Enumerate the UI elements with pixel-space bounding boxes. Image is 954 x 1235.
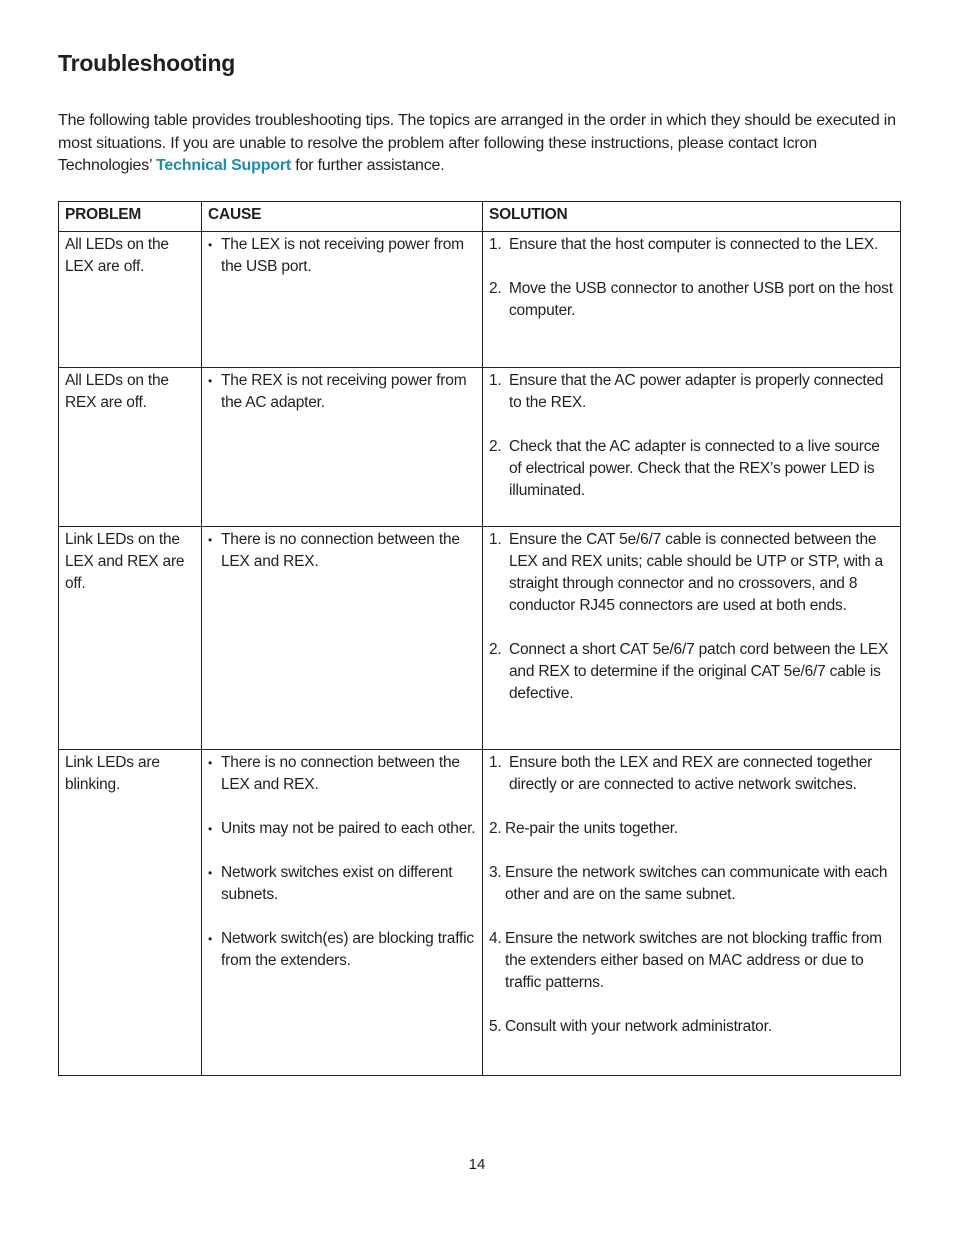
intro-text-after: for further assistance.: [291, 157, 445, 174]
problem-cell: All LEDs on the LEX are off.: [59, 232, 202, 368]
cause-item: • The REX is not receiving power from the AC adapter.: [208, 370, 476, 414]
solution-text: Ensure the CAT 5e/6/7 cable is connected between the LEX and REX units; cable should be UTP or STP, with a straight through connector and no crossovers, and 8 conductor RJ45 connectors are used at both ends.: [509, 531, 883, 614]
solution-item: [489, 639, 894, 705]
solution-text: Re-pair the units together.: [505, 820, 678, 837]
page-number: 14: [468, 1156, 486, 1173]
header-cause: CAUSE: [202, 202, 483, 232]
solution-item: [489, 278, 894, 322]
table-row: [59, 232, 901, 368]
table-row: [59, 750, 901, 1076]
solution-item: [489, 862, 894, 906]
cause-cell: [202, 527, 483, 750]
solution-number: 4.: [489, 930, 502, 947]
table-header-row: [59, 202, 901, 232]
solution-item: [489, 752, 894, 796]
solution-item: [489, 370, 894, 414]
page-title: Troubleshooting: [58, 50, 236, 76]
cause-item: • Network switches exist on different subnets.: [208, 862, 476, 906]
solution-item: [489, 818, 894, 840]
solution-cell: [483, 368, 901, 527]
solution-item: [489, 529, 894, 617]
table-row: [59, 527, 901, 750]
solution-text: Move the USB connector to another USB port on the host computer.: [509, 280, 893, 319]
solution-cell: [483, 750, 901, 1076]
solution-text: Check that the AC adapter is connected to a live source of electrical power. Check that the REX’s power LED is illuminated.: [509, 438, 880, 499]
problem-cell: All LEDs on the REX are off.: [59, 368, 202, 527]
solution-item: [489, 928, 894, 994]
solution-text: Ensure that the host computer is connected to the LEX.: [509, 236, 879, 253]
cause-item: • Network switch(es) are blocking traffic from the extenders.: [208, 928, 476, 972]
solution-text: Consult with your network administrator.: [505, 1018, 772, 1035]
troubleshooting-table: [58, 201, 901, 1076]
intro-paragraph: [58, 110, 904, 178]
solution-cell: [483, 527, 901, 750]
solution-number: 5.: [489, 1018, 502, 1035]
cause-item: • Units may not be paired to each other.: [208, 818, 476, 840]
solution-item: [489, 436, 894, 502]
solution-text: Ensure the network switches can communicate with each other and are on the same subnet.: [505, 864, 888, 903]
cause-cell: [202, 368, 483, 527]
solution-text: Ensure the network switches are not blocking traffic from the extenders either based on MAC address or due to traffic patterns.: [505, 930, 882, 991]
solution-item: [489, 234, 894, 256]
solution-number: 2.: [489, 438, 502, 455]
cause-item: • There is no connection between the LEX and REX.: [208, 752, 476, 796]
technical-support-link[interactable]: Technical Support: [156, 157, 291, 174]
cause-cell: [202, 232, 483, 368]
solution-number: 1.: [489, 236, 502, 253]
solution-number: 1.: [489, 372, 502, 389]
solution-text: Ensure both the LEX and REX are connected together directly or are connected to active network switches.: [509, 754, 873, 793]
solution-text: Connect a short CAT 5e/6/7 patch cord between the LEX and REX to determine if the original CAT 5e/6/7 cable is defective.: [509, 641, 889, 702]
solution-item: [489, 1016, 894, 1038]
solution-number: 2.: [489, 820, 502, 837]
problem-cell: Link LEDs are blinking.: [59, 750, 202, 1076]
solution-number: 1.: [489, 531, 502, 548]
solution-number: 3.: [489, 864, 502, 881]
solution-text: Ensure that the AC power adapter is properly connected to the REX.: [509, 372, 884, 411]
solution-cell: [483, 232, 901, 368]
solution-number: 2.: [489, 280, 502, 297]
header-solution: SOLUTION: [483, 202, 901, 232]
cause-item: • The LEX is not receiving power from the USB port.: [208, 234, 476, 278]
solution-number: 1.: [489, 754, 502, 771]
cause-cell: [202, 750, 483, 1076]
intro-text-before: The following table provides troubleshooting tips. The topics are arranged in the order in which they should be executed in most situations. If you are unable to resolve the problem after following these instructions, please contact Icron Technologies’: [58, 112, 896, 174]
solution-number: 2.: [489, 641, 502, 658]
problem-cell: Link LEDs on the LEX and REX are off.: [59, 527, 202, 750]
table-row: [59, 368, 901, 527]
cause-item: • There is no connection between the LEX and REX.: [208, 529, 476, 573]
header-problem: PROBLEM: [59, 202, 202, 232]
